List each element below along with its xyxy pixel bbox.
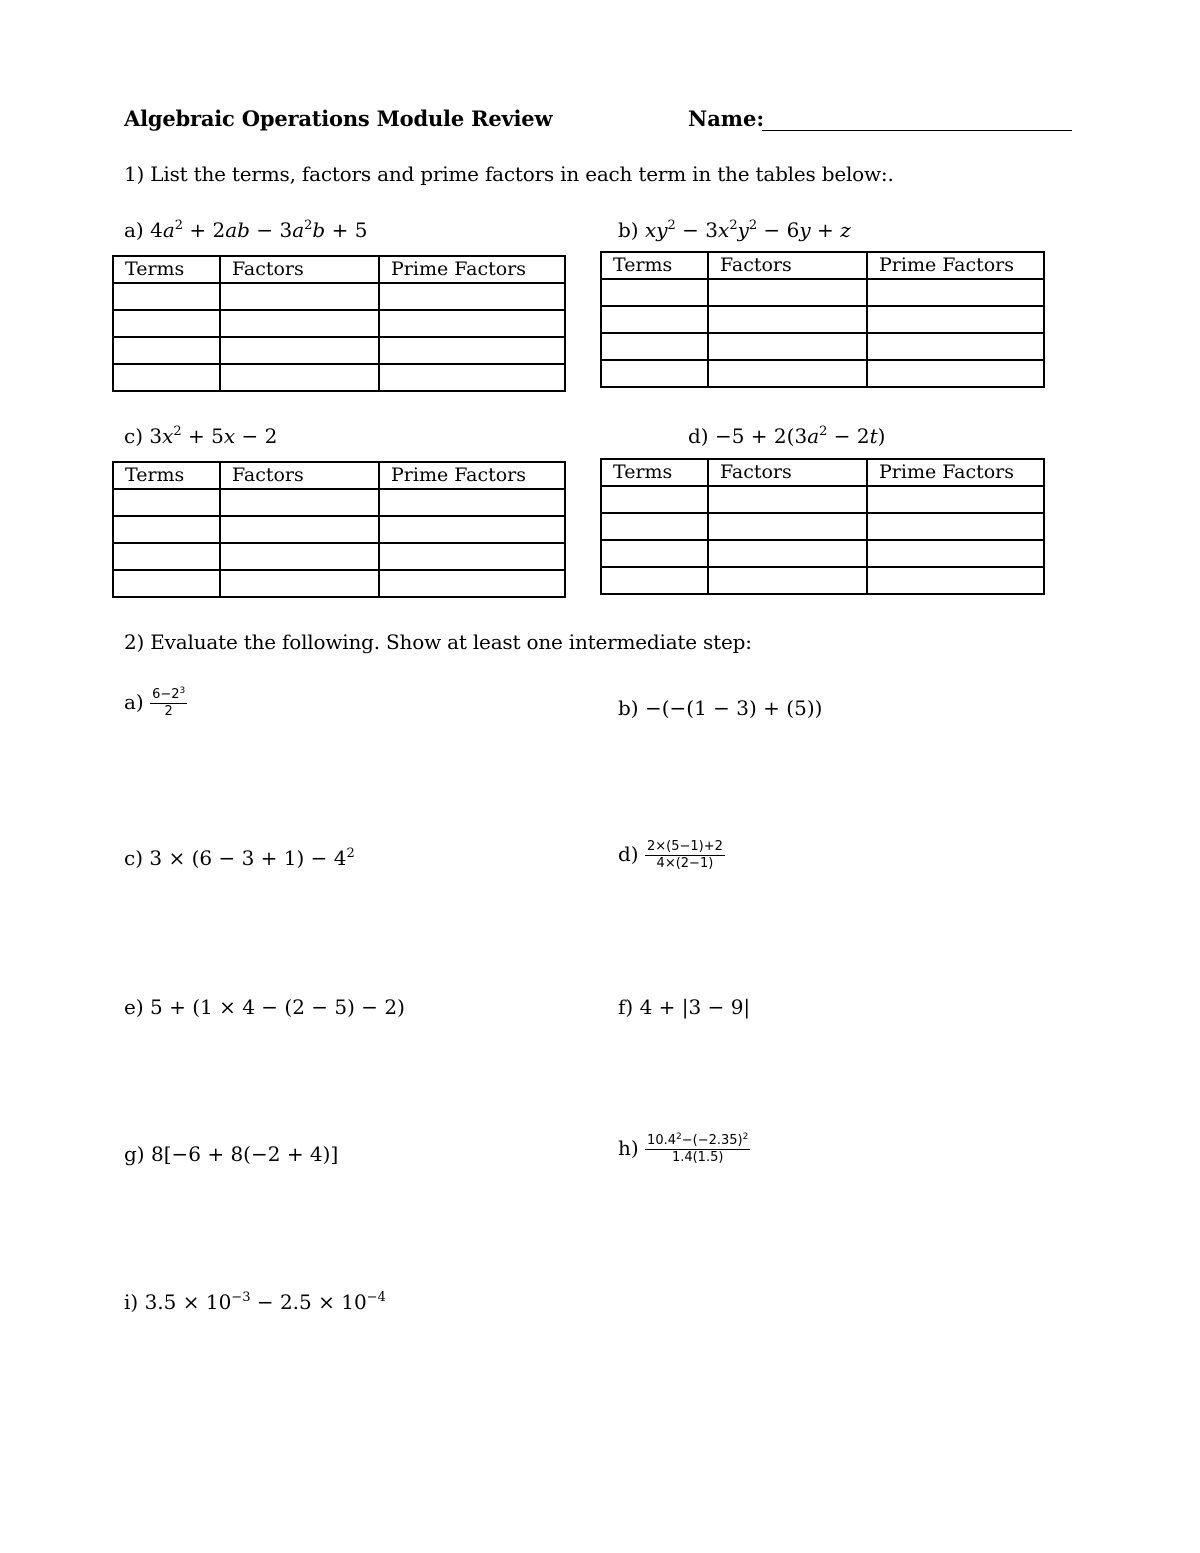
- table-cell[interactable]: [601, 360, 708, 387]
- table-cell[interactable]: [601, 279, 708, 306]
- q1a-expression: a) $4a^2 + 2ab - 3a^2b + 5$: [124, 218, 368, 242]
- q2f-expression: [618, 995, 750, 1019]
- q2d-fraction: [645, 840, 725, 871]
- table-cell[interactable]: [379, 570, 565, 597]
- col-terms: Terms: [113, 462, 220, 489]
- table-cell[interactable]: [113, 337, 220, 364]
- q2i-label: i): [124, 1290, 139, 1314]
- q2e-label: e): [124, 995, 144, 1019]
- table-cell[interactable]: [113, 310, 220, 337]
- table-cell[interactable]: [113, 516, 220, 543]
- col-factors: Factors: [708, 459, 867, 486]
- col-terms: Terms: [113, 256, 220, 283]
- table-cell[interactable]: [867, 333, 1044, 360]
- q2b-label: b): [618, 696, 639, 720]
- table-row[interactable]: [113, 310, 565, 337]
- q2c-math: 3 × (6 − 3 + 1) − 4: [149, 846, 347, 870]
- q2c-exponent: 2: [346, 846, 355, 861]
- table-cell[interactable]: [601, 567, 708, 594]
- table-cell[interactable]: [220, 283, 379, 310]
- table-cell[interactable]: [113, 364, 220, 391]
- table-cell[interactable]: [601, 306, 708, 333]
- fraction-numerator: $6-2^3$: [152, 686, 186, 702]
- q2i-exp1: −3: [231, 1290, 251, 1305]
- q1b-expression: b) $xy^2 - 3x^2y^2 - 6y + z$: [618, 218, 851, 242]
- table-cell[interactable]: [220, 310, 379, 337]
- table-cell[interactable]: [867, 279, 1044, 306]
- table-row[interactable]: [601, 306, 1044, 333]
- table-cell[interactable]: [220, 337, 379, 364]
- table-cell[interactable]: [113, 489, 220, 516]
- table-cell[interactable]: [708, 333, 867, 360]
- q2g-expression: [124, 1142, 338, 1166]
- table-row[interactable]: [601, 540, 1044, 567]
- table-header-row: [113, 256, 565, 283]
- table-cell[interactable]: [867, 486, 1044, 513]
- q1b-table: [600, 251, 1045, 388]
- table-row[interactable]: [601, 486, 1044, 513]
- q2a-fraction: [150, 688, 187, 719]
- q2c-expression: [124, 846, 355, 870]
- q1d-label: d): [688, 424, 709, 448]
- table-cell[interactable]: [379, 489, 565, 516]
- q1c-label: c): [124, 424, 144, 448]
- table-cell[interactable]: [601, 333, 708, 360]
- fraction-numerator: $10.4^2-(-2.35)^2$: [647, 1132, 749, 1148]
- q1c-table: [112, 461, 566, 598]
- q2d-expression: [618, 840, 725, 871]
- q2g-math: 8[−6 + 8(−2 + 4)]: [150, 1142, 339, 1166]
- col-terms: Terms: [601, 459, 708, 486]
- q2a-label: a): [124, 690, 144, 714]
- table-cell[interactable]: [708, 540, 867, 567]
- table-row[interactable]: [113, 283, 565, 310]
- table-cell[interactable]: [708, 486, 867, 513]
- table-cell[interactable]: [220, 489, 379, 516]
- q2b-math: −(−(1 − 3) + (5)): [644, 696, 823, 720]
- table-cell[interactable]: [601, 540, 708, 567]
- q1a-label: a): [124, 218, 144, 242]
- q2g-label: g): [124, 1142, 145, 1166]
- q2d-label: d): [618, 842, 639, 866]
- q2i-exp2: −4: [366, 1290, 386, 1305]
- table-cell[interactable]: [220, 543, 379, 570]
- table-cell[interactable]: [601, 486, 708, 513]
- q2i-expression: [124, 1290, 386, 1314]
- col-terms: Terms: [601, 252, 708, 279]
- table-row[interactable]: [601, 279, 1044, 306]
- q1a-table: [112, 255, 566, 392]
- q2f-label: f): [618, 995, 634, 1019]
- table-row[interactable]: [113, 489, 565, 516]
- table-row[interactable]: [601, 567, 1044, 594]
- q1b-label: b): [618, 218, 639, 242]
- fraction-numerator: 2×(5−1)+2: [646, 839, 723, 854]
- table-row[interactable]: [113, 543, 565, 570]
- table-header-row: [601, 252, 1044, 279]
- q2b-expression: [618, 696, 822, 720]
- q2f-math: 4 + |3 − 9|: [639, 995, 751, 1019]
- table-cell[interactable]: [708, 567, 867, 594]
- table-cell[interactable]: [867, 360, 1044, 387]
- fraction-denominator: 2: [164, 704, 173, 719]
- col-prime-factors: Prime Factors: [867, 252, 1044, 279]
- q2i-part1: 3.5 × 10: [144, 1290, 232, 1314]
- table-cell[interactable]: [708, 360, 867, 387]
- q2h-expression: [618, 1134, 750, 1165]
- table-row[interactable]: [601, 333, 1044, 360]
- table-cell[interactable]: [708, 306, 867, 333]
- table-cell[interactable]: [379, 516, 565, 543]
- table-cell[interactable]: [113, 543, 220, 570]
- table-cell[interactable]: [379, 364, 565, 391]
- question-1-prompt: 1) List the terms, factors and prime factors in each term in the tables below:.: [124, 162, 894, 186]
- table-cell[interactable]: [379, 283, 565, 310]
- table-cell[interactable]: [708, 279, 867, 306]
- table-cell[interactable]: [601, 513, 708, 540]
- col-prime-factors: Prime Factors: [379, 462, 565, 489]
- table-cell[interactable]: [867, 513, 1044, 540]
- col-factors: Factors: [220, 256, 379, 283]
- table-cell[interactable]: [113, 570, 220, 597]
- q2h-fraction: [645, 1134, 750, 1165]
- name-label: Name:: [688, 106, 765, 131]
- table-cell[interactable]: [220, 570, 379, 597]
- col-factors: Factors: [708, 252, 867, 279]
- q2e-expression: [124, 995, 405, 1019]
- table-row[interactable]: [601, 360, 1044, 387]
- q2a-expression: [124, 688, 187, 719]
- table-cell[interactable]: [220, 364, 379, 391]
- q2h-label: h): [618, 1136, 639, 1160]
- q2i-part2: − 2.5 × 10: [250, 1290, 367, 1314]
- table-cell[interactable]: [379, 337, 565, 364]
- q1d-table: [600, 458, 1045, 595]
- col-prime-factors: Prime Factors: [867, 459, 1044, 486]
- table-row[interactable]: [113, 516, 565, 543]
- q1c-expression: c) $3x^2 + 5x - 2$: [124, 424, 278, 448]
- table-header-row: [113, 462, 565, 489]
- table-cell[interactable]: [220, 516, 379, 543]
- table-header-row: [601, 459, 1044, 486]
- fraction-denominator: 4×(2−1): [656, 856, 714, 871]
- table-cell[interactable]: [867, 306, 1044, 333]
- q2e-math: 5 + (1 × 4 − (2 − 5) − 2): [150, 995, 405, 1019]
- table-row[interactable]: [601, 513, 1044, 540]
- q2c-label: c): [124, 846, 144, 870]
- table-row[interactable]: [113, 364, 565, 391]
- table-cell[interactable]: [708, 513, 867, 540]
- page-title: Algebraic Operations Module Review: [124, 106, 553, 131]
- table-cell[interactable]: [867, 567, 1044, 594]
- fraction-denominator: 1.4(1.5): [671, 1150, 724, 1165]
- table-row[interactable]: [113, 337, 565, 364]
- col-prime-factors: Prime Factors: [379, 256, 565, 283]
- table-cell[interactable]: [379, 310, 565, 337]
- col-factors: Factors: [220, 462, 379, 489]
- table-cell[interactable]: [113, 283, 220, 310]
- table-cell[interactable]: [867, 540, 1044, 567]
- table-row[interactable]: [113, 570, 565, 597]
- q1d-expression: $d) -5 + 2(3a^2 - 2t)$: [688, 424, 886, 448]
- question-2-prompt: 2) Evaluate the following. Show at least one intermediate step:: [124, 630, 752, 654]
- table-cell[interactable]: [379, 543, 565, 570]
- name-blank-line[interactable]: [762, 130, 1072, 131]
